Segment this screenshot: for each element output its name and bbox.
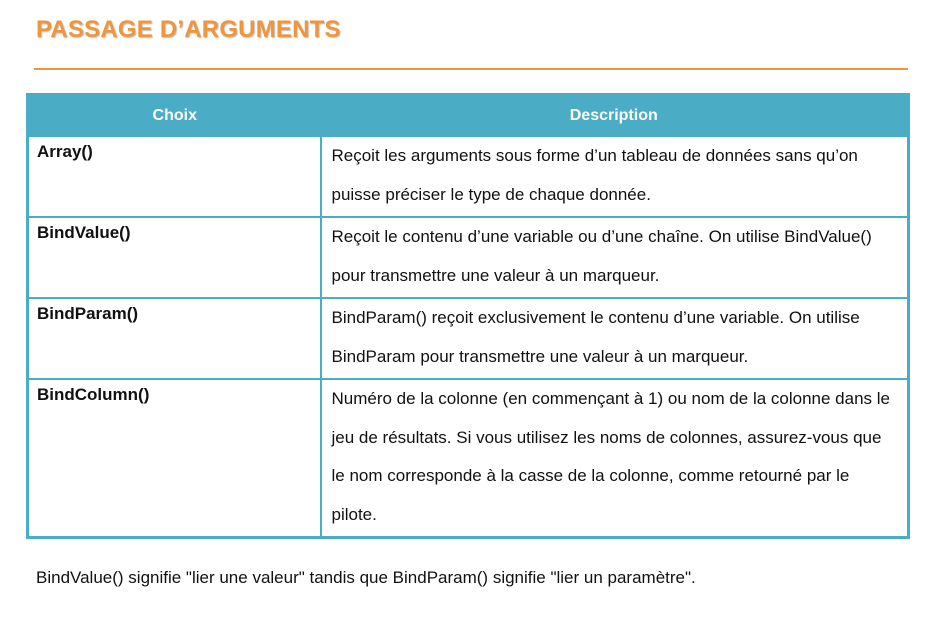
footnote-text: BindValue() signifie "lier une valeur" tandis que BindParam() signifie "lier un paramètre".	[36, 568, 696, 587]
title-divider	[34, 68, 908, 70]
description-cell: Reçoit le contenu d’une variable ou d’une chaîne. On utilise BindValue() pour transmettre une valeur à un marqueur.	[321, 217, 909, 298]
description-cell: BindParam() reçoit exclusivement le contenu d’une variable. On utilise BindParam pour transmettre une valeur à un marqueur.	[321, 298, 909, 379]
choice-cell: BindColumn()	[28, 379, 321, 538]
arguments-table	[26, 93, 910, 539]
table-row	[28, 379, 909, 538]
choice-cell: BindParam()	[28, 298, 321, 379]
table-row	[28, 298, 909, 379]
table-row	[28, 217, 909, 298]
description-cell: Numéro de la colonne (en commençant à 1) ou nom de la colonne dans le jeu de résultats. Si vous utilisez les noms de colonnes, assurez-vous que le nom corresponde à la casse de la colonne, comme retourné par le pilote.	[321, 379, 909, 538]
table-row	[28, 136, 909, 217]
page-title: PASSAGE D’ARGUMENTS	[36, 16, 341, 43]
choice-cell: BindValue()	[28, 217, 321, 298]
description-cell: Reçoit les arguments sous forme d’un tableau de données sans qu’on puisse préciser le type de chaque donnée.	[321, 136, 909, 217]
column-header-choix: Choix	[28, 95, 321, 137]
choice-cell: Array()	[28, 136, 321, 217]
column-header-description: Description	[321, 95, 909, 137]
table-header-row	[28, 95, 909, 137]
